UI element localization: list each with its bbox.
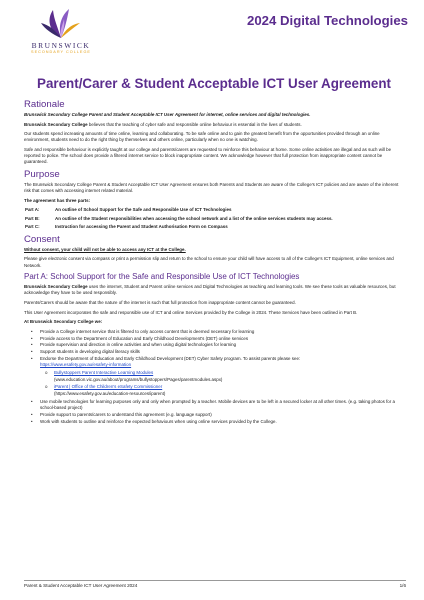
part-item [24, 216, 406, 222]
rationale-p1-bold: Brunswick Secondary College [24, 121, 88, 127]
parts-intro: The agreement has three parts: [24, 197, 91, 203]
resources-list [54, 370, 406, 396]
list-item: • Provide a College internet service that is filtered to only access content that is deemed necessary for learning [40, 329, 406, 335]
page-footer [24, 580, 406, 591]
logo-emblem-icon [40, 8, 82, 40]
resource-item [54, 370, 406, 382]
we-intro: At Brunswick Secondary College we: [24, 319, 103, 325]
rationale-p3: Safe and responsible behaviour is explicitly taught at our college and parents/carers are requested to reinforce this behaviour at home. Some online activities are illegal and as such will be reported to police. The school does provide a filtered internet service to block inappropriate content. We acknowledge however that full protection from inappropriate content cannot be guaranteed. [24, 146, 392, 165]
list-item: • Provide support to parents/carers to understand this agreement (e.g. language support) [40, 412, 406, 418]
iparent-link[interactable]: iParent | Office of the Children's eSafety Commissioner [54, 384, 163, 390]
consent-p1: Please give electronic consent via compass or print a permission slip and return to the school to ensure your child will have access to all of the College's ICT Equipment, online services and Network. [24, 256, 394, 268]
footer-doc-name: Parent & Student Acceptable ICT User Agreement 2024 [24, 583, 138, 588]
resource-item [54, 384, 406, 396]
consent-heading: Consent [24, 233, 60, 245]
part-text: Instruction for accessing the Parent and Student Authorisation Form on Compass [55, 224, 228, 230]
part-key: Part A: [25, 207, 40, 213]
commitments-list [40, 329, 406, 425]
resource-url: (https://www.esafety.gov.au/education-resources/iparent) [54, 390, 166, 396]
rationale-p1-rest: believes that the teaching of cyber safe and responsible online behaviour is essential in the lives of students. [87, 121, 302, 127]
esafety-link[interactable]: https://www.esafety.gov.au/esafety-information [40, 362, 132, 368]
part-item [24, 207, 406, 213]
resource-url: (www.education.vic.gov.au/about/programs/bullystoppers/Pages/parentmodules.aspx) [54, 376, 223, 382]
page-number: 1/6 [399, 583, 406, 588]
list-item: • Provide supervision and direction in online activities and when using digital technologies for learning [40, 342, 406, 348]
part-a-p1-bold: Brunswick Secondary College [24, 284, 88, 290]
part-text: An outline of School Support for the Safe and Responsible Use of ICT Technologies [55, 207, 232, 213]
part-a-p1 [24, 284, 406, 296]
part-a-heading: Part A: School Support for the Safe and Responsible Use of ICT Technologies [24, 272, 300, 282]
page-header [0, 0, 424, 60]
consent-warning: Without consent, your child will not be able to access any ICT at the College. [24, 246, 186, 252]
part-text: An outline of the Student responsibilities when accessing the school network and a list of the online services students may access. [55, 215, 333, 221]
list-item [40, 356, 406, 397]
school-subtitle: SECONDARY COLLEGE [31, 50, 91, 54]
list-item: • Support students in developing digital literacy skills [40, 349, 406, 355]
part-key: Part B: [25, 215, 40, 221]
school-name: BRUNSWICK [31, 41, 91, 50]
bullystoppers-link[interactable]: Bullystoppers Parent Interactive Learning Modules [54, 370, 154, 376]
parts-list [24, 207, 406, 230]
document-body [24, 99, 406, 425]
rationale-p2: Our students spend increasing amounts of time online, learning and collaborating. To be safe online and to gain the greatest benefit from the opportunities provided through an online environment, students need to do the right thing by themselves and others online, particularly when no one is watching. [24, 131, 380, 143]
school-logo [18, 8, 104, 58]
purpose-heading: Purpose [24, 168, 60, 180]
part-item [24, 224, 406, 230]
page-title: Parent/Carer & Student Acceptable ICT User Agreement [37, 76, 391, 91]
list-item: • Use mobile technologies for learning purposes only and only when prompted by a teacher. Mobile devices are to be left in a secured locker at all other times. (e.g. taking photos for a school-based project) [40, 399, 406, 411]
part-key: Part C: [25, 224, 40, 230]
part-a-p2: Parents/Carers should be aware that the nature of the internet is such that full protection from inappropriate content cannot be guaranteed. [24, 299, 296, 305]
part-a-p1-rest: uses the internet, Student and Parent online services and Digital Technologies as teaching and learning tools. We see these tools as valuable resources, but acknowledge they have to be used responsibly. [24, 284, 396, 296]
document-tag: 2024 Digital Technologies [247, 13, 408, 28]
rationale-p1 [24, 122, 406, 128]
list-item: • Provide access to the Department of Education and Early Childhood Development's (DET) online services [40, 336, 406, 342]
list-item-text: Endorse the Department of Education and Early Childhood Development (DET) Cyber Safety program. To assist parents please see: [40, 355, 301, 361]
list-item: • Work with students to outline and reinforce the expected behaviours when using online services provided by the College. [40, 419, 406, 425]
purpose-p1: The Brunswick Secondary College Parent & Student Acceptable ICT User Agreement ensures both Parents and Students are aware of the College's ICT policies and are aware of the inherent risk that comes with accessing internet related material. [24, 181, 399, 194]
part-a-p3: This User Agreement incorporates the safe and responsible use of ICT and online Services provided by the College in 2024. These Services have been outlined in Part B. [24, 309, 358, 315]
rationale-intro: Brunswick Secondary College Parent and Student Acceptable ICT User Agreement for internet, online services and digital technologies. [24, 112, 311, 117]
rationale-heading: Rationale [24, 99, 65, 110]
